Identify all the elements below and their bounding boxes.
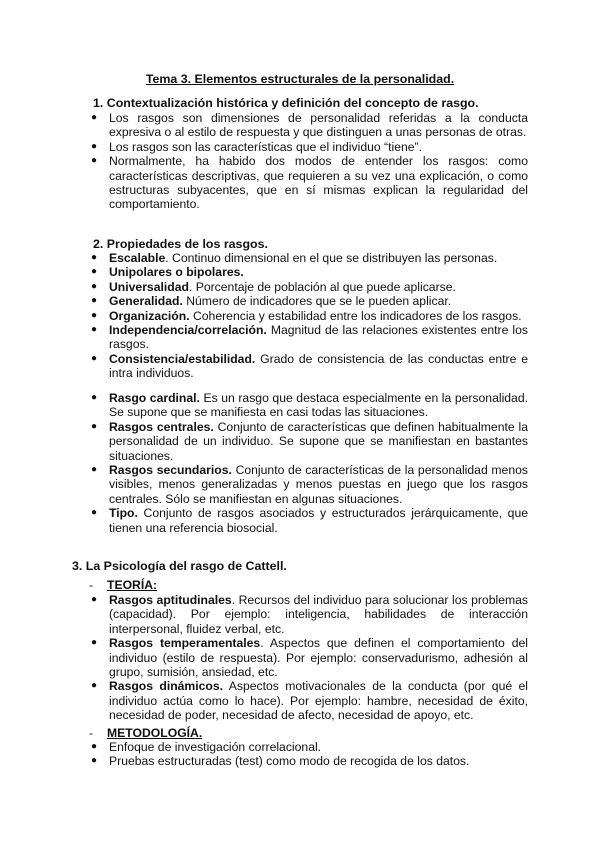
document-title: Tema 3. Elementos estructurales de la personalidad. bbox=[145, 72, 455, 86]
list-item: ● Universalidad. Porcentaje de población al que puede aplicarse. bbox=[90, 279, 456, 294]
bullet-icon: ● bbox=[90, 280, 98, 292]
bullet-icon: ● bbox=[90, 594, 98, 605]
list-item: ● Organización. Coherencia y estabilidad entre los indicadores de los rasgos. bbox=[90, 308, 522, 323]
list-item: ● Rasgo cardinal. Es un rasgo que destaca especialmente en la personalidad. Se supone que se manifiesta en casi todas las situaciones. bbox=[90, 391, 528, 420]
teoria-list bbox=[90, 593, 528, 723]
list-item: ● Escalable. Continuo dimensional en el que se distribuyen las personas. bbox=[90, 251, 498, 265]
bullet-icon: ● bbox=[90, 464, 98, 476]
section1-list bbox=[90, 111, 528, 212]
bullet-icon: ● bbox=[90, 637, 98, 649]
bullet-icon: ● bbox=[90, 755, 98, 767]
section2-properties-list bbox=[90, 251, 528, 381]
list-item: ● Rasgos aptitudinales. Recursos del individuo para solucionar los problemas (capacidad). Por ejemplo: inteligencia, habilidades de interacción interpersonal, fluidez verbal, etc. bbox=[90, 593, 528, 636]
list-item: ● Rasgos temperamentales. Aspectos que definen el comportamiento del individuo (estilo de respuesta). Por ejemplo: conservadurismo, adhesión al grupo, sumisión, ansiedad, etc. bbox=[90, 636, 528, 680]
metodologia-list bbox=[90, 740, 528, 769]
bullet-icon: ● bbox=[90, 352, 98, 364]
dash-marker: - bbox=[89, 578, 94, 592]
list-item: ● Rasgos centrales. Conjunto de características que definen habitualmente la personalidad de un individuo. Se supone que se manifiestan en bastantes situaciones. bbox=[90, 419, 528, 463]
list-item: ● Independencia/correlación. Magnitud de las relaciones existentes entre los rasgos. bbox=[90, 323, 528, 352]
list-item: ● Tipo. Conjunto de rasgos asociados y estructurados jerárquicamente, que tienen una referencia biosocial. bbox=[90, 506, 528, 535]
list-item: ● Enfoque de investigación correlacional. bbox=[90, 740, 322, 754]
bullet-icon: ● bbox=[90, 507, 98, 519]
teoria-heading: - TEORÍA: bbox=[89, 578, 158, 592]
bullet-icon: ● bbox=[90, 309, 98, 321]
section1-heading: 1. Contextualización histórica y definición del concepto de rasgo. bbox=[93, 96, 479, 110]
bullet-icon: ● bbox=[90, 680, 98, 692]
list-item: ● Generalidad. Número de indicadores que se le pueden aplicar. bbox=[90, 294, 452, 309]
bullet-icon: ● bbox=[90, 252, 98, 263]
dash-marker: - bbox=[89, 726, 94, 740]
bullet-icon: ● bbox=[90, 741, 98, 752]
section2-heading: 2. Propiedades de los rasgos. bbox=[93, 237, 268, 251]
bullet-icon: ● bbox=[90, 155, 98, 167]
bullet-icon: ● bbox=[90, 324, 98, 336]
list-item: ● Rasgos secundarios. Conjunto de características de la personalidad menos visibles, menos generalizadas y menos puestas en juego que los rasgos centrales. Sólo se manifiestan en algunas situaciones. bbox=[90, 463, 528, 506]
bullet-icon: ● bbox=[90, 295, 98, 307]
metodologia-heading: - METODOLOGÍA. bbox=[89, 726, 203, 740]
list-item: ● Normalmente, ha habido dos modos de entender los rasgos: como características descriptivas, que requieren a su vez una explicación, o como estructuras subyacentes, que en sí mismas explican la regularidad del comportamiento. bbox=[90, 154, 528, 212]
list-item: ● Los rasgos son las características que el individuo “tiene”. bbox=[90, 139, 422, 154]
section2-types-list bbox=[90, 391, 528, 535]
list-item: ● Los rasgos son dimensiones de personalidad referidas a la conducta expresiva o al estilo de respuesta y que distinguen a unas personas de otras. bbox=[90, 111, 528, 140]
list-item: ● Consistencia/estabilidad. Grado de consistencia de las conductas entre e intra individuos. bbox=[90, 351, 528, 381]
list-item: ● Rasgos dinámicos. Aspectos motivacionales de la conducta (por qué el individuo actúa como lo hace). Por ejemplo: hambre, necesidad de éxito, necesidad de poder, necesidad de afecto, necesidad de apoyo, etc. bbox=[90, 679, 528, 723]
list-item: ● Pruebas estructuradas (test) como modo de recogida de los datos. bbox=[90, 754, 470, 769]
bullet-icon: ● bbox=[90, 420, 98, 432]
bullet-icon: ● bbox=[90, 140, 98, 152]
bullet-icon: ● bbox=[90, 266, 98, 278]
list-item: ● Unipolares o bipolares. bbox=[90, 265, 244, 280]
bullet-icon: ● bbox=[90, 112, 98, 123]
section3-heading: 3. La Psicología del rasgo de Cattell. bbox=[72, 559, 287, 573]
bullet-icon: ● bbox=[90, 392, 98, 403]
